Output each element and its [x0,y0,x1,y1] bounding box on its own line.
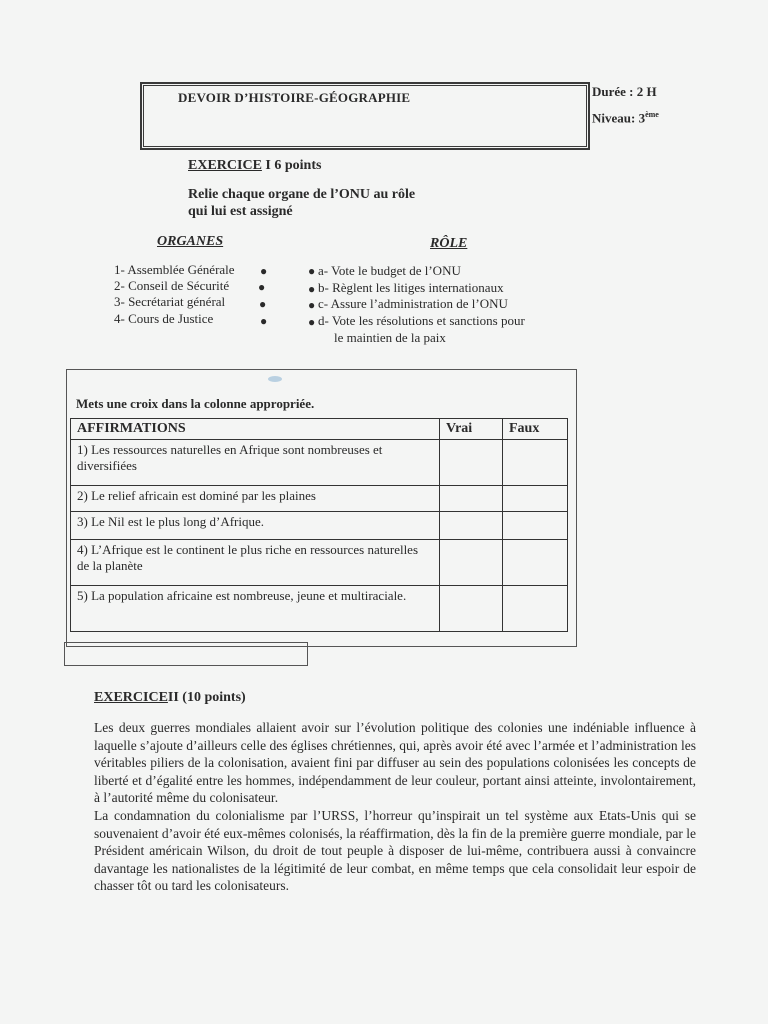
exercise1-title-main: EXERCICE [188,158,262,173]
paragraph-2: La condamnation du colonialisme par l’URSS, l’horreur qu’inspirait un tel système aux Etats-Unis qui se souvenaient d’avoir été eux-mêmes colonisés, la réaffirmation, dès la fin de la première guerre mondiale, par le Président américain Wilson, du droit de tout peuple à disposer de lui-même, contribuera aussi à convaincre davantage les nationalistes de la légitimité de leur combat, en même temps que cela consolidait leur espoir de chasser tôt ou tard les colonisateurs. [94,807,696,894]
role-dot: ● [308,282,316,296]
organ-dot: ● [260,264,268,278]
paragraph-1: Les deux guerres mondiales allaient avoir sur l’évolution politique des colonies une indéniable influence à laquelle s’ajoute d’ailleurs celle des églises chrétiennes, qui, après avoir été avec l’armée et l’administration les véritables piliers de la colonisation, avaient fini par diffuser au sein des populations colonisées les concepts de liberté et d’égalité entre les hommes, indépendamment de leur couleur, portant ainsi atteinte, involontairement, à l’autorité même du colonisateur. [94,720,696,806]
ink-smudge [268,376,282,382]
organ-item: 2- Conseil de Sécurité [114,278,230,293]
header-affirmations: AFFIRMATIONS [71,419,440,440]
exercise1-title [188,158,321,174]
exercise1-instruction-line2: qui lui est assigné [188,204,293,219]
affirmation-cell: 5) La population africaine est nombreuse, jeune et multiraciale. [71,586,440,632]
vrai-cell[interactable] [440,586,503,632]
table-header-row [71,419,568,440]
answer-box [64,642,308,666]
role-item: b- Règlent les litiges internationaux [318,280,504,295]
organs-heading: ORGANES [157,234,224,249]
page-title: DEVOIR D’HISTOIRE-GÉOGRAPHIE [178,90,411,105]
role-dot: ● [308,315,316,329]
faux-cell[interactable] [503,586,568,632]
vrai-cell[interactable] [440,440,503,486]
roles-heading: RÔLE [430,236,468,251]
header-vrai: Vrai [440,419,503,440]
affirmation-cell: 3) Le Nil est le plus long d’Afrique. [71,512,440,540]
exercise1-title-rest: I 6 points [261,158,322,173]
level-sup: ème [645,110,659,119]
table-row [71,586,568,632]
table-instruction: Mets une croix dans la colonne appropriée. [76,396,315,411]
duration-label: Durée : 2 H [592,84,657,99]
vrai-cell[interactable] [440,540,503,586]
exercise2-text [94,719,696,895]
table-row [71,540,568,586]
level-label [592,110,659,126]
organ-dot: ● [258,280,266,294]
table-row [71,440,568,486]
organ-item: 3- Secrétariat général [114,294,226,309]
role-item: c- Assure l’administration de l’ONU [318,296,508,311]
organ-dot: ● [260,314,268,328]
exercise2-title [94,690,246,706]
level-text: Niveau: 3 [592,110,646,126]
exercise2-title-rest: II (10 points) [167,690,246,705]
role-item: d- Vote les résolutions et sanctions pour [318,313,525,328]
affirmation-cell: 1) Les ressources naturelles en Afrique sont nombreuses et diversifiées [71,440,440,486]
role-item-continued: le maintien de la paix [334,330,446,345]
header-faux: Faux [503,419,568,440]
faux-cell[interactable] [503,486,568,512]
organ-item: 1- Assemblée Générale [114,262,235,277]
role-dot: ● [308,264,316,278]
affirmation-cell: 4) L’Afrique est le continent le plus riche en ressources naturelles de la planète [71,540,440,586]
affirmation-cell: 2) Le relief africain est dominé par les plaines [71,486,440,512]
true-false-table [70,418,568,632]
exercise2-title-main: EXERCICE [94,690,168,705]
exercise1-instruction-line1: Relie chaque organe de l’ONU au rôle [188,187,416,202]
vrai-cell[interactable] [440,512,503,540]
organ-dot: ● [259,297,267,311]
table-row [71,486,568,512]
faux-cell[interactable] [503,440,568,486]
role-item: a- Vote le budget de l’ONU [318,263,461,278]
table-row [71,512,568,540]
faux-cell[interactable] [503,512,568,540]
role-dot: ● [308,298,316,312]
vrai-cell[interactable] [440,486,503,512]
organ-item: 4- Cours de Justice [114,311,214,326]
faux-cell[interactable] [503,540,568,586]
